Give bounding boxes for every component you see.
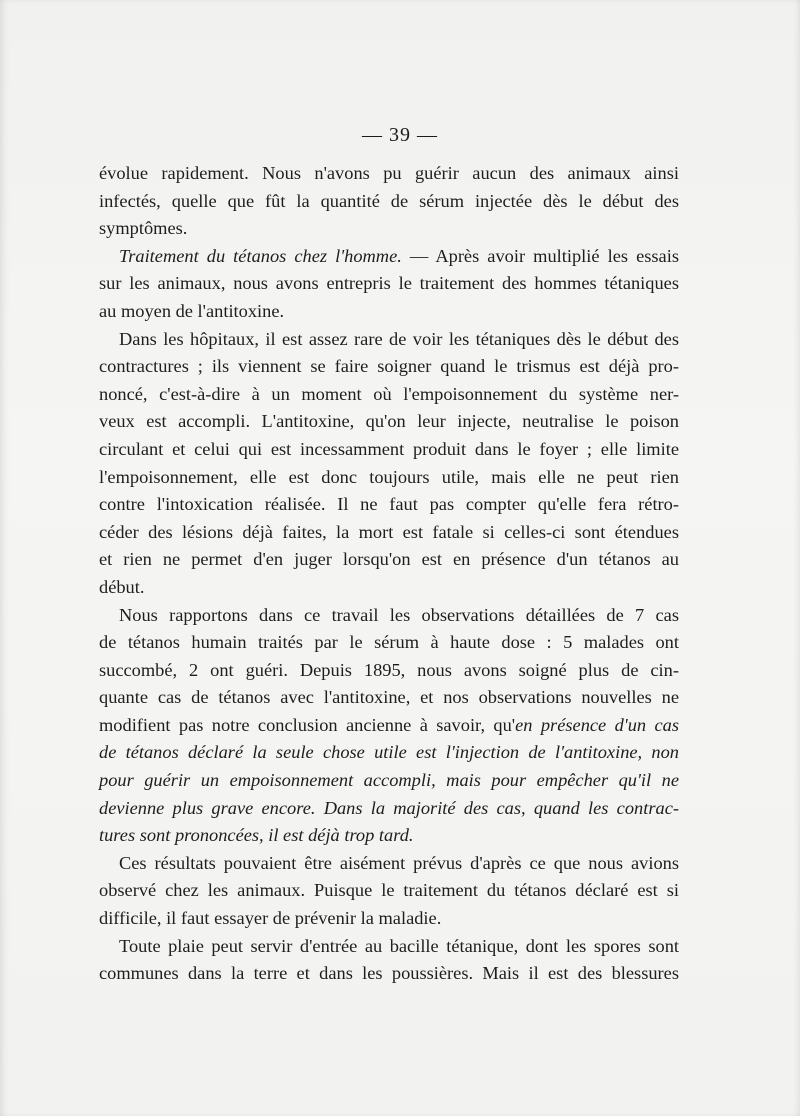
text-run: difficile, il faut essayer de prévenir la maladie. [99,908,442,929]
text-run: circulant et celui qui est incessamment produit dans le foyer ; elle limite [99,438,679,459]
text-line [99,767,679,795]
text-run: — Après avoir multiplié les essais [401,245,679,266]
text-line [99,629,679,657]
text-line [99,381,679,409]
text-run: Ces résultats pouvaient être aisément prévus d'après ce que nous avions [119,852,679,873]
text-run: début. [99,576,145,597]
text-run: noncé, c'est-à-dire à un moment où l'empoisonnement du système ner- [99,383,679,404]
text-run: au moyen de l'antitoxine. [99,300,285,321]
text-run: et rien ne permet d'en juger lorsqu'on est en présence d'un tétanos au [99,549,679,570]
text-line [99,188,679,216]
text-run: observé chez les animaux. Puisque le traitement du tétanos déclaré est si [99,880,679,901]
text-line [99,491,679,519]
text-run: communes dans la terre et dans les poussières. Mais il est des blessures [99,963,679,984]
italic-run: de tétanos déclaré la seule chose utile est l'injection de l'antitoxine, non [99,742,679,763]
text-line [99,408,679,436]
text-line [99,270,679,298]
text-run: sur les animaux, nous avons entrepris le traitement des hommes tétaniques [99,273,679,294]
text-line [99,436,679,464]
text-run: veux est accompli. L'antitoxine, qu'on leur injecte, neutralise le poison [99,411,679,432]
text-line [99,243,679,271]
text-line [99,574,679,602]
text-line [99,905,679,933]
text-line [99,464,679,492]
text-line [99,960,679,988]
text-line [99,546,679,574]
page-number: — 39 — [362,124,438,146]
italic-run: pour guérir un empoisonnement accompli, mais pour empêcher qu'il ne [99,770,679,791]
text-line [99,602,679,630]
text-line [99,215,679,243]
text-run: de tétanos humain traités par le sérum à haute dose : 5 malades ont [99,632,679,653]
text-run: céder des lésions déjà faites, la mort est fatale si celles-ci sont étendues [99,521,679,542]
text-line [99,326,679,354]
text-line [99,712,679,740]
text-run: infectés, quelle que fût la quantité de sérum injectée dès le début des [99,190,679,211]
text-line [99,353,679,381]
text-run: Toute plaie peut servir d'entrée au bacille tétanique, dont les spores sont [119,935,679,956]
text-run: contractures ; ils viennent se faire soigner quand le trismus est déjà pro- [99,356,679,377]
text-run: évolue rapidement. Nous n'avons pu guérir aucun des animaux ainsi [99,163,679,183]
italic-run: devienne plus grave encore. Dans la majorité des cas, quand les contrac- [99,797,679,818]
text-run: l'empoisonnement, elle est donc toujours utile, mais elle ne peut rien [99,466,679,487]
italic-run: tures sont prononcées, il est déjà trop tard. [99,825,414,846]
italic-run: en présence d'un cas [515,714,679,735]
text-line [99,739,679,767]
text-run: quante cas de tétanos avec l'antitoxine, et nos observations nouvelles ne [99,687,679,708]
text-line [99,850,679,878]
text-run: succombé, 2 ont guéri. Depuis 1895, nous avons soigné plus de cin- [99,659,679,680]
text-line [99,298,679,326]
text-line [99,657,679,685]
text-run: modifient pas notre conclusion ancienne à savoir, qu' [99,714,516,735]
italic-run: Traitement du tétanos chez l'homme. [119,245,402,266]
text-line [99,933,679,961]
text-line [99,822,679,850]
text-run: contre l'intoxication réalisée. Il ne faut pas compter qu'elle fera rétro- [99,494,679,515]
text-run: Dans les hôpitaux, il est assez rare de voir les tétaniques dès le début des [119,328,679,349]
text-run: Nous rapportons dans ce travail les observations détaillées de 7 cas [119,604,679,625]
text-run: symptômes. [99,218,188,239]
body-text [99,160,679,988]
text-line [99,160,679,188]
text-line [99,795,679,823]
text-line [99,519,679,547]
text-line [99,684,679,712]
text-line [99,877,679,905]
